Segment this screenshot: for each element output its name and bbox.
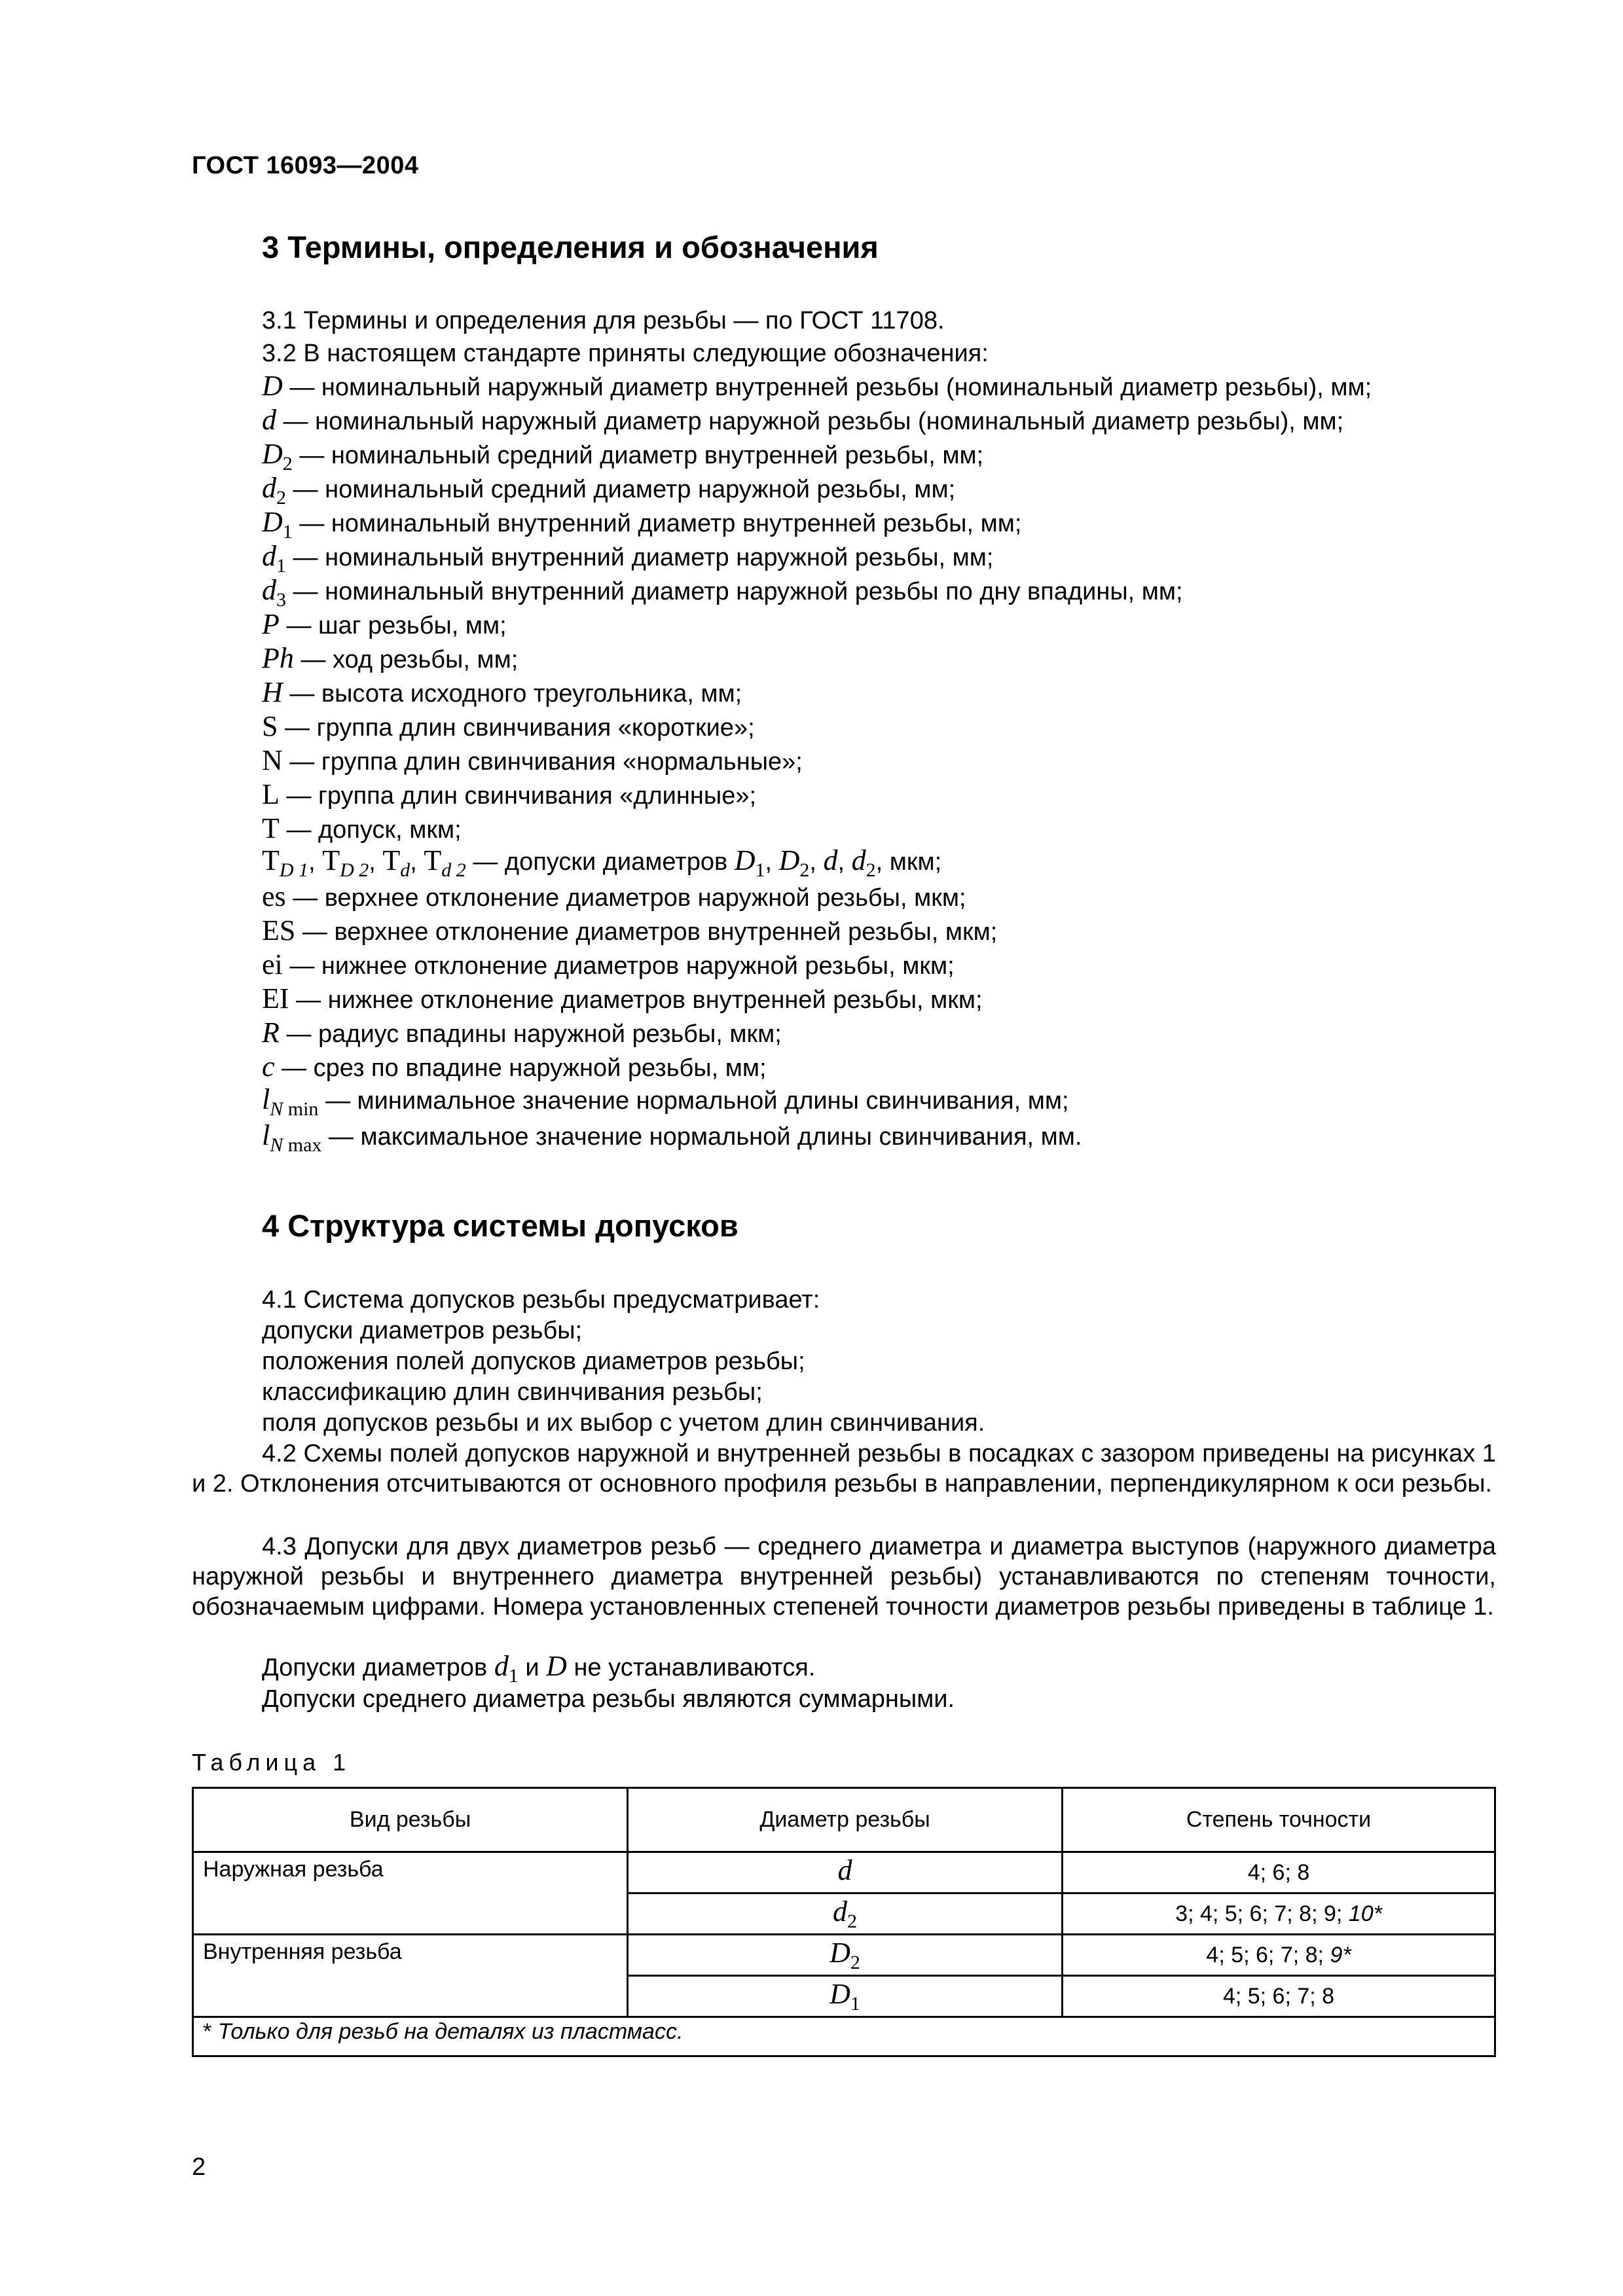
table-row bbox=[193, 1852, 1495, 1893]
diameter-cell: D2 bbox=[628, 1935, 1063, 1976]
symbol-item: $D_1$ — номинальный внутренний диаметр внутренней резьбы, мм; bbox=[262, 506, 1022, 543]
thread-kind-cell: Наружная резьба bbox=[193, 1852, 628, 1935]
symbol-item: ES — верхнее отклонение диаметров внутренней резьбы, мкм; bbox=[262, 914, 998, 946]
symbol-item: ei — нижнее отклонение диаметров наружной резьбы, мкм; bbox=[262, 948, 955, 980]
symbol-item: N — группа длин свинчивания «нормальные»; bbox=[262, 744, 803, 776]
document-id: ГОСТ 16093—2004 bbox=[192, 152, 419, 179]
thread-kind-cell: Внутренняя резьба bbox=[193, 1935, 628, 2017]
table-caption: Таблица 1 bbox=[192, 1749, 352, 1776]
symbol-item: es — верхнее отклонение диаметров наружной резьбы, мкм; bbox=[262, 880, 966, 912]
symbol-item: c — срез по впадине наружной резьбы, мм; bbox=[262, 1050, 767, 1083]
grade-cell: 4; 6; 8 bbox=[1063, 1852, 1495, 1893]
section-3-heading: 3 Термины, определения и обозначения bbox=[262, 230, 879, 264]
symbol-item: P — шаг резьбы, мм; bbox=[262, 608, 507, 640]
column-header: Диаметр резьбы bbox=[628, 1788, 1063, 1852]
column-header: Вид резьбы bbox=[193, 1788, 628, 1852]
paragraph-4-1: 4.1 Система допусков резьбы предусматривает: bbox=[262, 1286, 820, 1314]
column-header: Степень точности bbox=[1063, 1788, 1495, 1852]
tolerance-symbols-line: $T_{D 1}$, $T_{D 2}$, $T_d$, $T_{d 2}$ — допуски диаметров $D_1$, $D_2$, d, $d_2$, мкм; bbox=[262, 844, 942, 881]
list-item: поля допусков резьбы и их выбор с учетом длин свинчивания. bbox=[262, 1409, 985, 1437]
symbol-item: S — группа длин свинчивания «короткие»; bbox=[262, 710, 755, 742]
diameter-cell: d2 bbox=[628, 1893, 1063, 1935]
diameter-cell: d bbox=[628, 1852, 1063, 1893]
symbol-item: $d_2$ — номинальный средний диаметр наружной резьбы, мм; bbox=[262, 472, 956, 509]
table-footnote: * Только для резьб на деталях из пластмасс. bbox=[193, 2017, 1495, 2056]
paragraph-3-1: 3.1 Термины и определения для резьбы — по ГОСТ 11708. bbox=[262, 307, 945, 334]
symbol-item-lnmax: $l_N$ $_{max}$ — максимальное значение нормальной длины свинчивания, мм. bbox=[262, 1119, 1082, 1156]
diameter-cell: D1 bbox=[628, 1976, 1063, 2017]
symbol-item: d — номинальный наружный диаметр наружной резьбы (номинальный диаметр резьбы), мм; bbox=[262, 404, 1344, 436]
symbol-item-lnmin: $l_N$ $_{min}$ — минимальное значение нормальной длины свинчивания, мм; bbox=[262, 1083, 1069, 1120]
list-item: положения полей допусков диаметров резьбы; bbox=[262, 1348, 805, 1375]
table-row bbox=[193, 1935, 1495, 1976]
paragraph-4-2: 4.2 Схемы полей допусков наружной и внутренней резьбы в посадках с зазором приведены на рисунках 1 и 2. Отклонения отсчитываются от основного профиля резьбы в направлении, перпендикулярном к оси резьбы. bbox=[192, 1440, 1496, 1498]
list-item: допуски диаметров резьбы; bbox=[262, 1317, 583, 1344]
paragraph-4-5: Допуски среднего диаметра резьбы являются суммарными. bbox=[262, 1685, 955, 1713]
paragraph-3-2: 3.2 В настоящем стандарте приняты следующие обозначения: bbox=[262, 340, 989, 367]
paragraph-4-3: 4.3 Допуски для двух диаметров резьб — среднего диаметра и диаметра выступов (наружного диаметра наружной резьбы и внутреннего диаметра внутренней резьбы) устанавливаются по степеням точности, обозначаемым цифрами. Номера установленных степеней точности диаметров резьбы приведены в таблице 1. bbox=[192, 1533, 1496, 1621]
grade-cell: 4; 5; 6; 7; 8; 9* bbox=[1063, 1935, 1495, 1976]
table-header-row bbox=[193, 1788, 1495, 1852]
symbol-item: R — радиус впадины наружной резьбы, мкм; bbox=[262, 1016, 782, 1049]
symbol-item: H — высота исходного треугольника, мм; bbox=[262, 676, 742, 708]
paragraph-4-4: Допуски диаметров $d_1$ и D не устанавливаются. bbox=[262, 1650, 816, 1687]
table-footnote-row bbox=[193, 2017, 1495, 2056]
page-number: 2 bbox=[192, 2153, 206, 2181]
grade-cell: 3; 4; 5; 6; 7; 8; 9; 10* bbox=[1063, 1893, 1495, 1935]
symbol-item: L — группа длин свинчивания «длинные»; bbox=[262, 778, 757, 810]
symbol-item: $d_3$ — номинальный внутренний диаметр наружной резьбы по дну впадины, мм; bbox=[262, 574, 1183, 611]
symbol-item: D — номинальный наружный диаметр внутренней резьбы (номинальный диаметр резьбы), мм; bbox=[262, 370, 1372, 402]
table-1 bbox=[192, 1787, 1496, 2057]
symbol-item: EI — нижнее отклонение диаметров внутренней резьбы, мкм; bbox=[262, 982, 983, 1014]
symbol-item: Ph — ход резьбы, мм; bbox=[262, 642, 519, 674]
symbol-item: $D_2$ — номинальный средний диаметр внутренней резьбы, мм; bbox=[262, 438, 984, 475]
grade-cell: 4; 5; 6; 7; 8 bbox=[1063, 1976, 1495, 2017]
section-4-heading: 4 Структура системы допусков bbox=[262, 1208, 739, 1243]
symbol-item: T — допуск, мкм; bbox=[262, 812, 462, 844]
symbol-item: $d_1$ — номинальный внутренний диаметр наружной резьбы, мм; bbox=[262, 540, 994, 577]
list-item: классификацию длин свинчивания резьбы; bbox=[262, 1378, 763, 1406]
